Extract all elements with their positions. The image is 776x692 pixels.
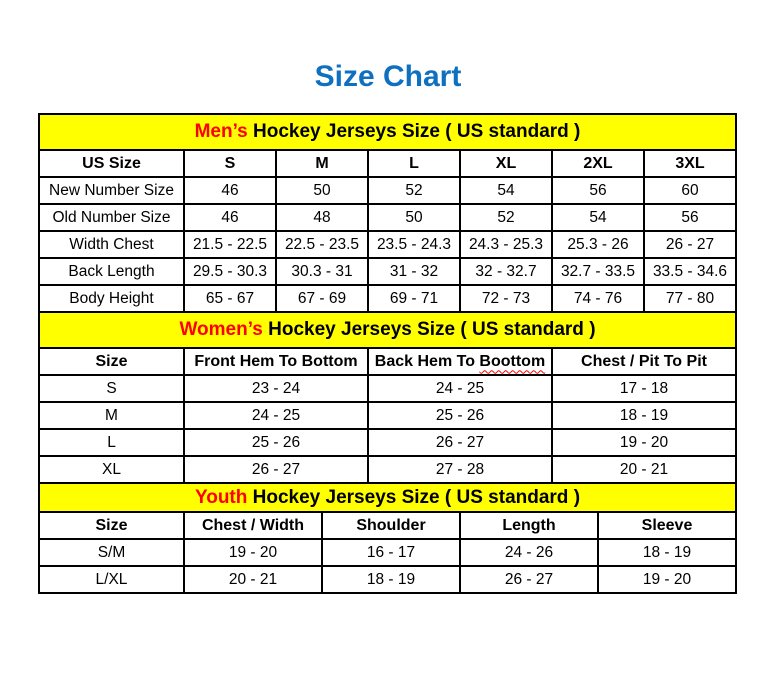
- table-cell: 25 - 26: [368, 402, 552, 429]
- table-row: [39, 566, 736, 593]
- column-header: 3XL: [644, 150, 736, 177]
- table-cell: 26 - 27: [184, 456, 368, 483]
- table-row: [39, 231, 736, 258]
- womens-banner-row: [39, 312, 736, 348]
- table-cell: 26 - 27: [368, 429, 552, 456]
- column-header: Size: [39, 512, 184, 539]
- table-row: [39, 204, 736, 231]
- column-header: S: [184, 150, 276, 177]
- table-row: [39, 539, 736, 566]
- table-cell: 24 - 25: [368, 375, 552, 402]
- table-cell: 50: [276, 177, 368, 204]
- table-cell: 54: [460, 177, 552, 204]
- womens-size-table: [38, 311, 737, 484]
- youth-banner-row: [39, 483, 736, 512]
- mens-section-heading: [39, 114, 736, 150]
- table-cell: 16 - 17: [322, 539, 460, 566]
- column-header: Back Hem To Boottom: [368, 348, 552, 375]
- table-cell: 46: [184, 204, 276, 231]
- column-header: US Size: [39, 150, 184, 177]
- misspelled-word: Boottom: [479, 352, 546, 370]
- mens-banner-row: [39, 114, 736, 150]
- heading-highlight: Youth: [194, 486, 248, 508]
- table-cell: 27 - 28: [368, 456, 552, 483]
- row-label: L: [39, 429, 184, 456]
- table-cell: 29.5 - 30.3: [184, 258, 276, 285]
- table-cell: 20 - 21: [552, 456, 736, 483]
- table-cell: 25.3 - 26: [552, 231, 644, 258]
- column-header: 2XL: [552, 150, 644, 177]
- row-label: Width Chest: [39, 231, 184, 258]
- column-header: Sleeve: [598, 512, 736, 539]
- table-cell: 17 - 18: [552, 375, 736, 402]
- youth-header-row: [39, 512, 736, 539]
- table-cell: 18 - 19: [552, 402, 736, 429]
- page-title: Size Chart: [314, 60, 462, 93]
- column-header: M: [276, 150, 368, 177]
- heading-highlight: Men’s: [194, 121, 248, 142]
- table-cell: 56: [552, 177, 644, 204]
- heading-highlight: Women’s: [179, 319, 263, 340]
- table-cell: 21.5 - 22.5: [184, 231, 276, 258]
- column-header: Chest / Width: [184, 512, 322, 539]
- table-cell: 32.7 - 33.5: [552, 258, 644, 285]
- size-chart: [38, 113, 737, 594]
- table-row: [39, 285, 736, 312]
- table-cell: 26 - 27: [644, 231, 736, 258]
- table-row: [39, 177, 736, 204]
- table-cell: 23.5 - 24.3: [368, 231, 460, 258]
- column-header: Front Hem To Bottom: [184, 348, 368, 375]
- row-label: Body Height: [39, 285, 184, 312]
- table-cell: 18 - 19: [598, 539, 736, 566]
- heading-rest: Hockey Jerseys Size ( US standard ): [247, 486, 581, 508]
- table-cell: 19 - 20: [598, 566, 736, 593]
- youth-section-heading: [39, 483, 736, 512]
- row-label: S: [39, 375, 184, 402]
- table-cell: 31 - 32: [368, 258, 460, 285]
- heading-rest: Hockey Jerseys Size ( US standard ): [247, 121, 581, 142]
- table-cell: 32 - 32.7: [460, 258, 552, 285]
- row-label: Back Length: [39, 258, 184, 285]
- column-header: XL: [460, 150, 552, 177]
- table-cell: 24 - 25: [184, 402, 368, 429]
- column-header: Chest / Pit To Pit: [552, 348, 736, 375]
- row-label: S/M: [39, 539, 184, 566]
- table-cell: 46: [184, 177, 276, 204]
- table-cell: 18 - 19: [322, 566, 460, 593]
- table-cell: 74 - 76: [552, 285, 644, 312]
- womens-header-row: [39, 348, 736, 375]
- row-label: L/XL: [39, 566, 184, 593]
- column-header: Size: [39, 348, 184, 375]
- table-cell: 54: [552, 204, 644, 231]
- column-header: Length: [460, 512, 598, 539]
- row-label: M: [39, 402, 184, 429]
- table-cell: 56: [644, 204, 736, 231]
- row-label: Old Number Size: [39, 204, 184, 231]
- table-cell: 19 - 20: [184, 539, 322, 566]
- table-row: [39, 258, 736, 285]
- table-cell: 48: [276, 204, 368, 231]
- table-cell: 20 - 21: [184, 566, 322, 593]
- table-cell: 60: [644, 177, 736, 204]
- youth-size-table: [38, 482, 737, 594]
- table-cell: 65 - 67: [184, 285, 276, 312]
- column-header: Shoulder: [322, 512, 460, 539]
- column-header: L: [368, 150, 460, 177]
- table-cell: 50: [368, 204, 460, 231]
- table-cell: 24 - 26: [460, 539, 598, 566]
- table-cell: 52: [460, 204, 552, 231]
- table-cell: 25 - 26: [184, 429, 368, 456]
- mens-size-table: [38, 113, 737, 313]
- table-cell: 19 - 20: [552, 429, 736, 456]
- table-cell: 23 - 24: [184, 375, 368, 402]
- table-cell: 77 - 80: [644, 285, 736, 312]
- table-cell: 22.5 - 23.5: [276, 231, 368, 258]
- heading-rest: Hockey Jerseys Size ( US standard ): [262, 319, 596, 340]
- table-row: [39, 402, 736, 429]
- womens-section-heading: [39, 312, 736, 348]
- table-cell: 33.5 - 34.6: [644, 258, 736, 285]
- mens-header-row: [39, 150, 736, 177]
- row-label: New Number Size: [39, 177, 184, 204]
- table-cell: 52: [368, 177, 460, 204]
- table-row: [39, 375, 736, 402]
- table-cell: 67 - 69: [276, 285, 368, 312]
- table-cell: 26 - 27: [460, 566, 598, 593]
- table-row: [39, 429, 736, 456]
- table-cell: 24.3 - 25.3: [460, 231, 552, 258]
- table-cell: 72 - 73: [460, 285, 552, 312]
- table-cell: 69 - 71: [368, 285, 460, 312]
- table-row: [39, 456, 736, 483]
- table-cell: 30.3 - 31: [276, 258, 368, 285]
- row-label: XL: [39, 456, 184, 483]
